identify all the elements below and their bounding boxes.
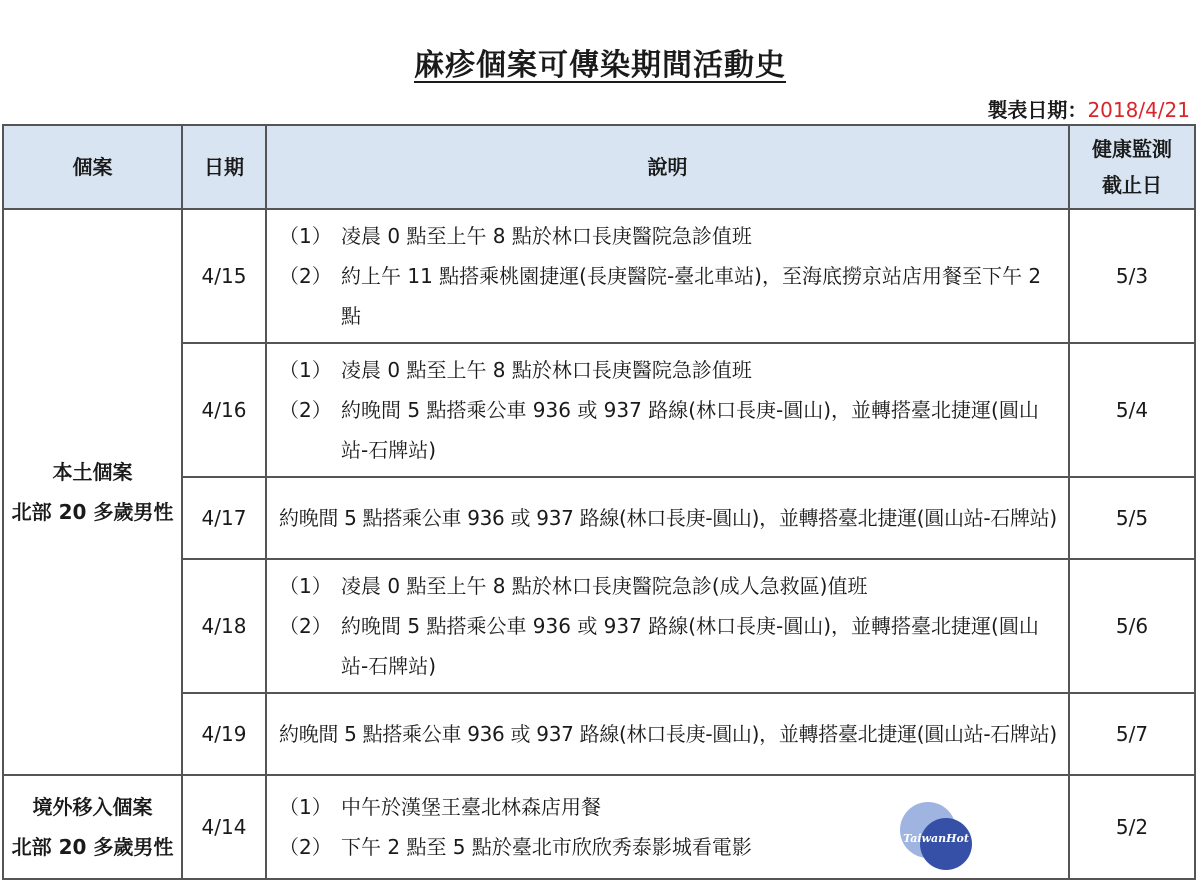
activity-table [2,124,1196,880]
list-item: （1） 中午於漢堡王臺北林森店用餐 [279,795,601,819]
row-monitor-end: 5/6 [1069,559,1195,693]
row-monitor-end: 5/3 [1069,209,1195,343]
header-date: 日期 [182,125,266,209]
header-case: 個案 [3,125,182,209]
taiwanhot-logo [898,800,974,876]
report-date-label: 製表日期： [987,98,1088,122]
row-monitor-end: 5/2 [1069,775,1195,879]
header-description: 說明 [266,125,1069,209]
list-item: （2） 約晚間 5 點搭乘公車 936 或 937 路線(林口長庚-圓山)，並轉搭臺北捷運(圓山站-石牌站) [279,614,1039,678]
row-description: 約晚間 5 點搭乘公車 936 或 937 路線(林口長庚-圓山)，並轉搭臺北捷運(圓山站-石牌站) [266,693,1069,775]
list-item: （2） 約晚間 5 點搭乘公車 936 或 937 路線(林口長庚-圓山)，並轉搭臺北捷運(圓山站-石牌站) [279,398,1039,462]
case-cell-imported: 境外移入個案 北部 20 多歲男性 [3,775,182,879]
report-date [987,94,1190,123]
row-monitor-end: 5/4 [1069,343,1195,477]
list-item: （2） 下午 2 點至 5 點於臺北市欣欣秀泰影城看電影 [279,835,752,859]
table-row [3,775,1195,879]
list-item: （1） 凌晨 0 點至上午 8 點於林口長庚醫院急診值班 [279,358,752,382]
header-row [3,125,1195,209]
list-item: （2） 約上午 11 點搭乘桃園捷運(長庚醫院-臺北車站)，至海底撈京站店用餐至下午 2 點 [279,264,1042,328]
table-row [3,209,1195,343]
row-date: 4/18 [182,559,266,693]
row-date: 4/17 [182,477,266,559]
row-monitor-end: 5/7 [1069,693,1195,775]
svg-text:TaiwanHot: TaiwanHot [903,832,969,845]
row-monitor-end: 5/5 [1069,477,1195,559]
header-monitor-end: 健康監測 截止日 [1069,125,1195,209]
case-cell-local: 本土個案 北部 20 多歲男性 [3,209,182,775]
page-title: 麻疹個案可傳染期間活動史 [414,48,786,83]
row-description [266,559,1069,693]
table-row [3,343,1195,477]
list-item: （1） 凌晨 0 點至上午 8 點於林口長庚醫院急診值班 [279,224,752,248]
row-date: 4/15 [182,209,266,343]
row-description: 約晚間 5 點搭乘公車 936 或 937 路線(林口長庚-圓山)，並轉搭臺北捷運(圓山站-石牌站) [266,477,1069,559]
row-date: 4/19 [182,693,266,775]
table-row [3,477,1195,559]
row-description [266,343,1069,477]
row-date: 4/16 [182,343,266,477]
row-description [266,209,1069,343]
row-date: 4/14 [182,775,266,879]
list-item: （1） 凌晨 0 點至上午 8 點於林口長庚醫院急診(成人急救區)值班 [279,574,868,598]
table-row [3,693,1195,775]
report-date-value: 2018/4/21 [1087,98,1190,122]
table-row [3,559,1195,693]
